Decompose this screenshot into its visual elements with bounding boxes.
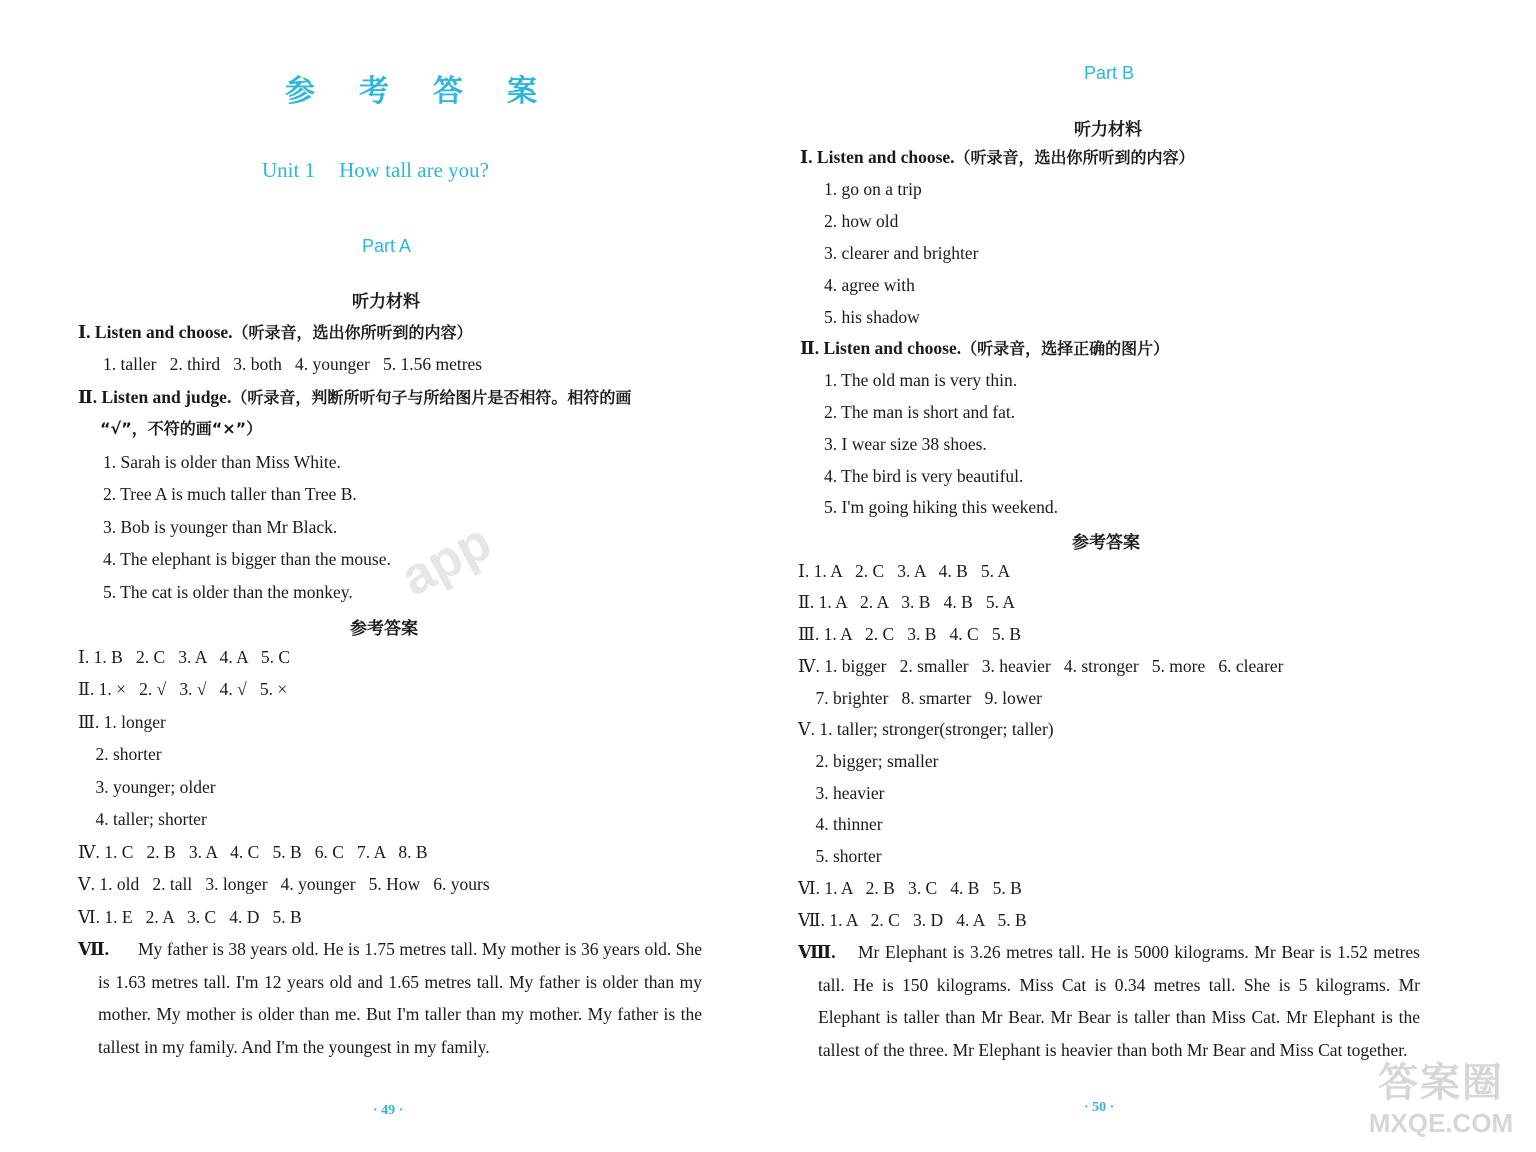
watermark: app: [391, 512, 501, 608]
answer-line: Ⅱ. 1. × 2. √ 3. √ 4. √ 5. ×: [78, 679, 288, 699]
answer-line: Ⅵ. 1. A 2. B 3. C 4. B 5. B: [798, 878, 1022, 898]
page-number-left: · 49 ·: [373, 1103, 404, 1118]
logo-text-en: MXQE.COM: [1368, 1108, 1514, 1138]
right-q1-label: Ⅰ. Listen and choose.: [800, 147, 955, 167]
answer-line: 5. shorter: [798, 846, 882, 866]
right-q2-heading: [800, 332, 1169, 365]
list-item: 5. his shadow: [824, 307, 920, 327]
answers-heading-left: 参考答案: [350, 619, 418, 639]
answer-line: Ⅲ. 1. A 2. C 3. B 4. C 5. B: [798, 624, 1022, 644]
left-q1-heading: [78, 316, 473, 349]
list-item: 4. agree with: [824, 275, 915, 295]
right-q8-label: Ⅷ.: [798, 942, 836, 962]
right-q2-instruction: （听录音，选择正确的图片）: [961, 339, 1170, 358]
answers-heading-right: 参考答案: [1072, 533, 1140, 553]
unit-title: [262, 158, 489, 183]
answer-line: Ⅴ. 1. taller; stronger(stronger; taller): [798, 719, 1054, 739]
answer-line: 3. younger; older: [78, 777, 216, 797]
listening-heading-right: 听力材料: [1074, 120, 1142, 140]
answer-line: Ⅶ. 1. A 2. C 3. D 4. A 5. B: [798, 910, 1027, 930]
answer-line: 4. thinner: [798, 814, 883, 834]
left-q1-items: 1. taller 2. third 3. both 4. younger 5. 1.56 metres: [103, 354, 483, 374]
answer-line: 2. shorter: [78, 744, 162, 764]
list-item: 3. I wear size 38 shoes.: [824, 434, 987, 454]
site-logo: [1356, 1051, 1526, 1146]
left-q2-label: Ⅱ. Listen and judge.: [78, 387, 232, 407]
answer-line: 7. brighter 8. smarter 9. lower: [798, 688, 1042, 708]
list-item: 2. Tree A is much taller than Tree B.: [103, 484, 357, 504]
list-item: 4. The bird is very beautiful.: [824, 466, 1024, 486]
list-item: 2. The man is short and fat.: [824, 402, 1016, 422]
left-q2-instruction: （听录音，判断所听句子与所给图片是否相符。相符的画: [231, 388, 632, 407]
unit-name: How tall are you?: [339, 158, 489, 182]
left-q2-instruction-cont: “√”，不符的画“×”）: [100, 419, 263, 438]
right-q1-instruction: （听录音，选出你所听到的内容）: [954, 148, 1195, 167]
unit-number: Unit 1: [262, 158, 316, 182]
list-item: 1. go on a trip: [824, 179, 922, 199]
list-item: 5. I'm going hiking this weekend.: [824, 497, 1059, 517]
listening-heading-left: 听力材料: [352, 292, 420, 312]
left-q7-label: Ⅶ.: [78, 939, 110, 959]
answer-line: Ⅵ. 1. E 2. A 3. C 4. D 5. B: [78, 907, 302, 927]
list-item: 2. how old: [824, 211, 899, 231]
part-a-heading: Part A: [362, 236, 412, 256]
right-q8-paragraph: Mr Elephant is 3.26 metres tall. He is 5000 kilograms. Mr Bear is 1.52 metres tall. He is 150 kilograms. Miss Cat is 0.34 metres tall. She is 5 kilograms. Mr Elephant is taller than Mr Bear. Mr Bear is taller than Miss Cat. Mr Elephant is the tallest of the three. Mr Elephant is heavier than both Mr Bear and Miss Cat together.: [818, 942, 1420, 1060]
page-title: 参考答案: [285, 74, 581, 109]
list-item: 3. clearer and brighter: [824, 243, 979, 263]
left-q1-instruction: （听录音，选出你所听到的内容）: [232, 323, 473, 342]
right-q2-label: Ⅱ. Listen and choose.: [800, 338, 962, 358]
left-q2-heading: [78, 381, 631, 414]
list-item: 3. Bob is younger than Mr Black.: [103, 517, 338, 537]
right-q1-heading: [800, 141, 1195, 174]
list-item: 1. Sarah is older than Miss White.: [103, 452, 341, 472]
page-number-right: · 50 ·: [1084, 1100, 1115, 1115]
answer-line: Ⅲ. 1. longer: [78, 712, 166, 732]
answer-line: Ⅱ. 1. A 2. A 3. B 4. B 5. A: [798, 592, 1016, 612]
answer-line: 4. taller; shorter: [78, 809, 207, 829]
answer-line: 3. heavier: [798, 783, 885, 803]
list-item: 5. The cat is older than the monkey.: [103, 582, 353, 602]
right-page: [768, 0, 1536, 1152]
part-b-heading: Part B: [1084, 63, 1135, 83]
list-item: 4. The elephant is bigger than the mouse.: [103, 549, 391, 569]
answer-line: Ⅳ. 1. bigger 2. smaller 3. heavier 4. stronger 5. more 6. clearer: [798, 656, 1284, 676]
answer-line: Ⅰ. 1. B 2. C 3. A 4. A 5. C: [78, 647, 291, 667]
list-item: 1. The old man is very thin.: [824, 370, 1018, 390]
left-q1-label: Ⅰ. Listen and choose.: [78, 322, 233, 342]
left-q7-paragraph: My father is 38 years old. He is 1.75 metres tall. My mother is 36 years old. She is 1.63 metres tall. I'm 12 years old and 1.65 metres tall. My father is older than my mother. My mother is older than me. But I'm taller than my mother. My father is the tallest in my family. And I'm the youngest in my family.: [98, 939, 702, 1057]
answer-line: Ⅳ. 1. C 2. B 3. A 4. C 5. B 6. C 7. A 8. B: [78, 842, 428, 862]
logo-text-cn: 答案圈: [1378, 1061, 1504, 1105]
answer-line: Ⅴ. 1. old 2. tall 3. longer 4. younger 5. How 6. yours: [78, 874, 490, 894]
answer-line: 2. bigger; smaller: [798, 751, 939, 771]
answer-line: Ⅰ. 1. A 2. C 3. A 4. B 5. A: [798, 561, 1011, 581]
